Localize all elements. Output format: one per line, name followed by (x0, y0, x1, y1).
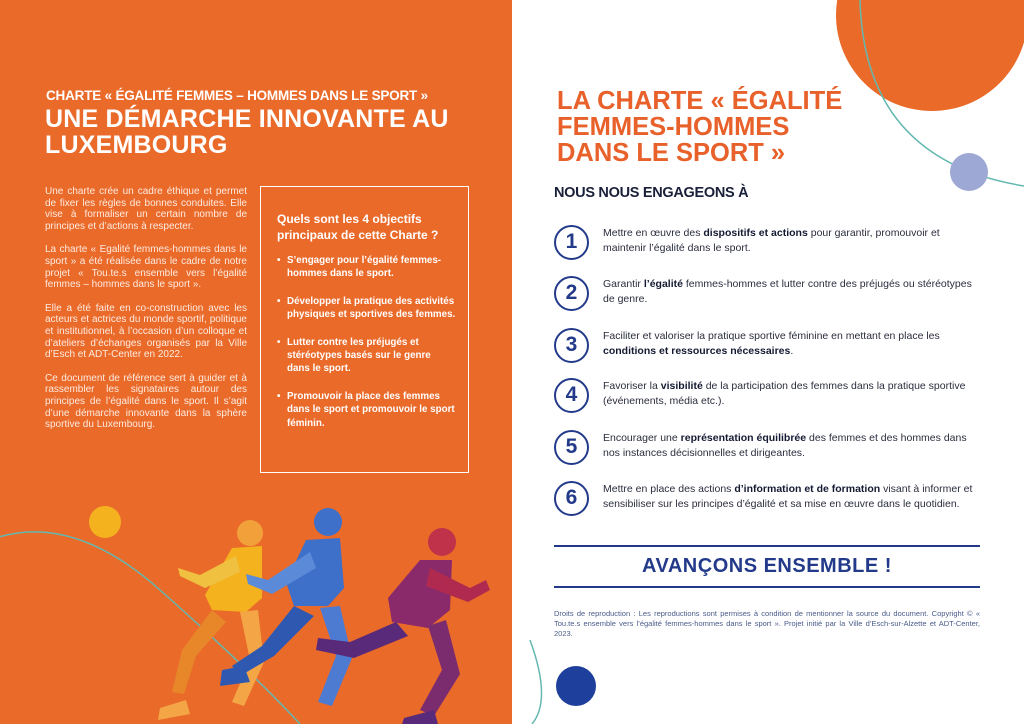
intro-paragraph: Elle a été faite en co-construction avec les acteurs et actrices du monde sportif, politique et institutionnel, à l’occasion d’un colloque et d’ateliers d’échanges organisés par la Ville d’Esch et ADT-Center en 2022. (45, 302, 247, 361)
yellow-dot (89, 506, 121, 538)
objective-item: • S’engager pour l’égalité femmes- hommes dans le sport. (277, 254, 456, 281)
charter-title: LA CHARTE « ÉGALITÉ FEMMES-HOMMES DANS LE SPORT » (557, 87, 843, 167)
objectives-list (277, 254, 456, 430)
intro-paragraph: Une charte crée un cadre éthique et permet de fixer les règles de bonnes conduites. Elle vise à formaliser un certain nombre de principes et d’actions à respecter. (45, 186, 247, 232)
copyright-notice: Droits de reproduction : Les reproductions sont permises à condition de mentionner la source du document. Copyright © « Tou.te.s ensemble vers l’égalité femmes-hommes dans le sport ». Projet initié par la Ville d’Esch-sur-Alzette et ADT-Center, 2023. (554, 609, 980, 638)
runner-yellow (158, 520, 264, 720)
intro-paragraph: Ce document de référence sert à guider et à rassembler les signataires autour des principes de l’égalité dans le sport. Il s’agit d’une démarche innovante dans la sphère sportive du Luxembourg. (45, 372, 247, 431)
objective-item: • Promouvoir la place des femmes dans le sport et promouvoir le sport féminin. (277, 390, 456, 430)
commitment-item (554, 430, 984, 474)
navy-dot (556, 666, 596, 706)
commitment-item (554, 481, 984, 525)
commitment-item (554, 378, 984, 422)
divider-bottom (554, 586, 980, 588)
kicker-title: CHARTE « ÉGALITÉ FEMMES – HOMMES DANS LE SPORT » (46, 88, 428, 103)
commitment-number: 2 (554, 276, 589, 311)
commitment-number: 3 (554, 328, 589, 363)
commitment-item (554, 225, 984, 269)
divider-top (554, 545, 980, 547)
commitment-number: 4 (554, 378, 589, 413)
intro-paragraph: La charte « Egalité femmes-hommes dans le sport » a été réalisée dans le cadre de notre projet « Tou.te.s ensemble vers l’égalité femmes – hommes dans le sport ». (45, 244, 247, 291)
objectives-box (260, 186, 469, 473)
commitment-text: Favoriser la visibilité de la participation des femmes dans la pratique sportive (événements, média etc.). (603, 380, 966, 407)
decorative-arc-bottom (530, 640, 542, 724)
commitment-text: Mettre en œuvre des dispositifs et actions pour garantir, promouvoir et maintenir l’égalité dans le sport. (603, 227, 940, 254)
commitment-item (554, 276, 984, 320)
commitment-text: Mettre en place des actions d’information et de formation visant à informer et sensibiliser sur les principes d’égalité et sa mise en œuvre dans le quotidien. (603, 483, 973, 510)
slogan: AVANÇONS ENSEMBLE ! (642, 555, 892, 577)
intro-text (45, 186, 247, 443)
right-panel (512, 0, 1024, 724)
commitment-number: 6 (554, 481, 589, 516)
orange-circle (836, 0, 1024, 111)
commitment-number: 1 (554, 225, 589, 260)
objective-item: • Lutter contre les préjugés et stéréotypes basés sur le genre dans le sport. (277, 336, 456, 376)
main-headline: UNE DÉMARCHE INNOVANTE AU LUXEMBOURG (45, 105, 449, 159)
commitment-number: 5 (554, 430, 589, 465)
runners-illustration (0, 470, 512, 724)
lavender-dot (950, 153, 988, 191)
objective-item: • Développer la pratique des activités physiques et sportives des femmes. (277, 295, 456, 322)
engage-heading: NOUS NOUS ENGAGEONS À (554, 185, 749, 201)
objectives-title: Quels sont les 4 objectifs principaux de cette Charte ? (277, 212, 439, 242)
commitment-text: Garantir l’égalité femmes-hommes et lutter contre des préjugés ou stéréotypes de genre. (603, 278, 972, 305)
commitment-text: Faciliter et valoriser la pratique sportive féminine en mettant en place les conditions et ressources nécessaires. (603, 330, 940, 357)
commitment-text: Encourager une représentation équilibrée des femmes et des hommes dans nos instances décisionnelles et dirigeantes. (603, 432, 967, 459)
commitment-item (554, 328, 984, 372)
